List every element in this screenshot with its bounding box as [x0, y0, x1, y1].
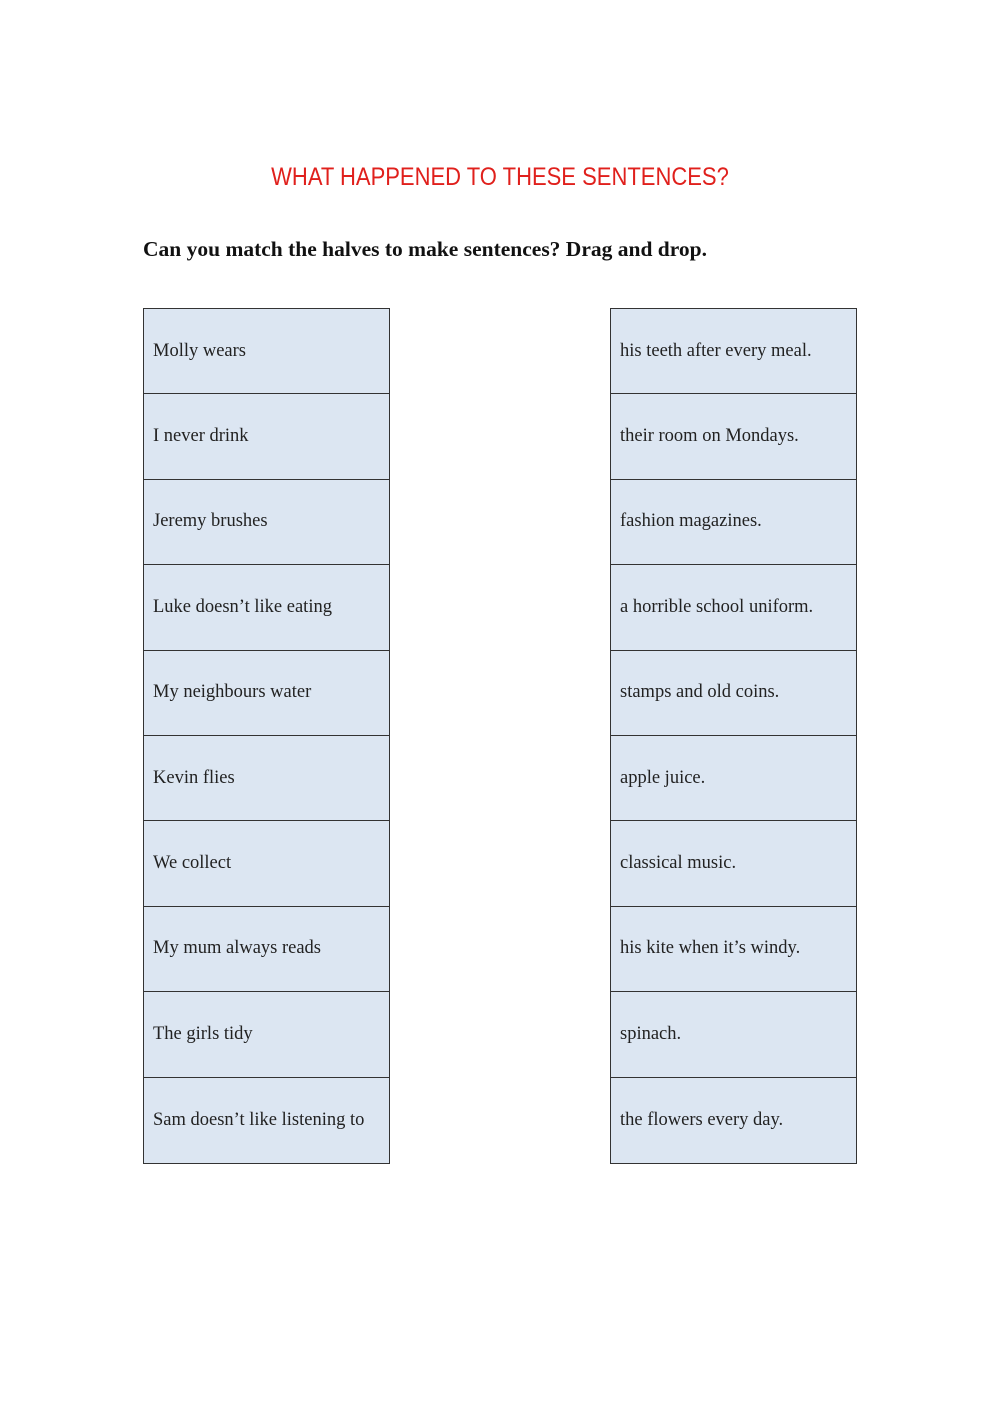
- right-half-card[interactable]: classical music.: [611, 821, 856, 906]
- right-half-card[interactable]: stamps and old coins.: [611, 651, 856, 736]
- left-half-card[interactable]: The girls tidy: [144, 992, 389, 1077]
- right-half-card[interactable]: his kite when it’s windy.: [611, 907, 856, 992]
- right-half-card[interactable]: fashion magazines.: [611, 480, 856, 565]
- left-half-card[interactable]: Sam doesn’t like listening to: [144, 1078, 389, 1163]
- instruction-text: Can you match the halves to make sentences? Drag and drop.: [143, 237, 707, 261]
- left-half-card[interactable]: Luke doesn’t like eating: [144, 565, 389, 650]
- right-half-card[interactable]: spinach.: [611, 992, 856, 1077]
- right-half-card[interactable]: the flowers every day.: [611, 1078, 856, 1163]
- left-half-card[interactable]: Molly wears: [144, 309, 389, 394]
- left-half-card[interactable]: My mum always reads: [144, 907, 389, 992]
- page-title: WHAT HAPPENED TO THESE SENTENCES?: [271, 163, 729, 191]
- right-halves-column: [610, 308, 857, 1164]
- left-half-card[interactable]: Kevin flies: [144, 736, 389, 821]
- right-half-card[interactable]: apple juice.: [611, 736, 856, 821]
- left-halves-column: [143, 308, 390, 1164]
- left-half-card[interactable]: I never drink: [144, 394, 389, 479]
- left-half-card[interactable]: Jeremy brushes: [144, 480, 389, 565]
- left-half-card[interactable]: My neighbours water: [144, 651, 389, 736]
- left-half-card[interactable]: We collect: [144, 821, 389, 906]
- right-half-card[interactable]: his teeth after every meal.: [611, 309, 856, 394]
- right-half-card[interactable]: their room on Mondays.: [611, 394, 856, 479]
- right-half-card[interactable]: a horrible school uniform.: [611, 565, 856, 650]
